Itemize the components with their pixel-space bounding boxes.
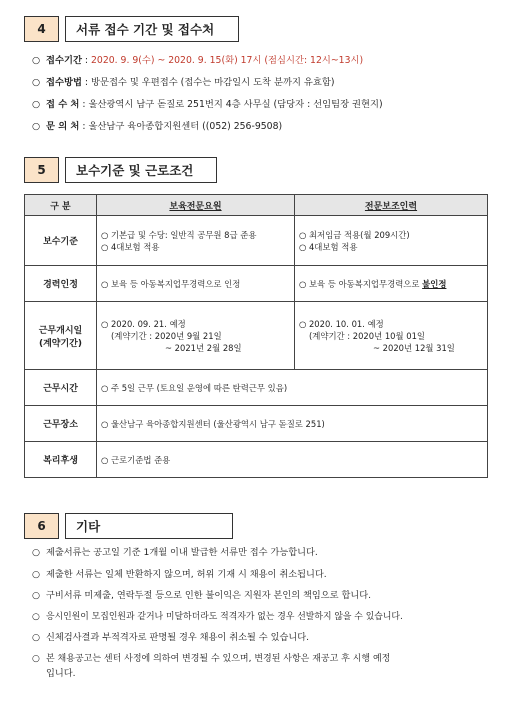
col-header-category: 구 분 [25,195,97,216]
section6-item-3: ○ 구비서류 미제출, 연락두절 등으로 인한 불이익은 지원자 본인의 책임으로 합니다. [32,590,372,601]
pay-a1: ○ 기본급 및 수당: 일반직 공무원 8급 준용 [101,229,257,240]
row-label-welfare: 복리후생 [25,442,97,478]
table-row-welfare [25,442,488,478]
section6-title: 기타 [65,513,233,539]
section6-item-6-cont: 입니다. [46,668,76,679]
section4-item-place: ○ 접 수 처 : 울산광역시 남구 돋질로 251번지 4층 사무실 (담당자 : 선임팀장 권현지) [32,99,383,110]
bullet-icon: ○ [32,121,41,132]
col-header-assistant-staff: 전문보조인력 [295,195,488,216]
section5-number: 5 [24,157,59,183]
section4-header [24,16,239,42]
section6-header [24,513,233,539]
start-b2: (계약기간 : 2020년 10월 01일 [309,330,425,341]
hours-text: ○ 주 5일 근무 (토요일 운영에 따른 탄력근무 있음) [101,382,288,393]
section6-item-1: ○ 제출서류는 공고일 기준 1개월 이내 발급한 서류만 접수 가능합니다. [32,547,318,558]
start-a1: ○ 2020. 09. 21. 예정 [101,318,186,329]
section6-item-5: ○ 신체검사결과 부적격자로 판명될 경우 채용이 취소될 수 있습니다. [32,632,309,643]
row-label-start: 근무개시일 (계약기간) [25,302,97,370]
career-a1: ○ 보육 등 아동복지업무경력으로 인정 [101,278,241,289]
table-row-place [25,406,488,442]
start-a2: (계약기간 : 2020년 9월 21일 [111,330,222,341]
section6-item-6: ○ 본 채용공고는 센터 사정에 의하여 변경될 수 있으며, 변경된 사항은 재공고 후 시행 예정 [32,654,391,664]
section6-item-4: ○ 응시인원이 모집인원과 같거나 미달하더라도 적격자가 없는 경우 선발하지 않을 수 있습니다. [32,612,403,622]
pay-a2: ○ 4대보험 적용 [101,241,160,252]
bullet-icon: ○ [32,77,41,88]
table-row-hours [25,370,488,406]
conditions-table [24,194,488,478]
section4-item-period: ○ 접수기간 : 2020. 9. 9(수) ~ 2020. 9. 15(화) 17시 (점심시간: 12시~13시) [32,55,364,66]
table-row-start [25,302,488,370]
section6-item-2: ○ 제출한 서류는 일체 반환하지 않으며, 허위 기재 시 채용이 취소됩니다. [32,569,327,580]
section4-item-method: ○ 접수방법 : 방문접수 및 우편접수 (접수는 마감일시 도착 분까지 유효함) [32,77,335,88]
row-label-pay: 보수기준 [25,216,97,266]
section5-title: 보수기준 및 근로조건 [65,157,217,183]
table-row-pay [25,216,488,266]
section5-header [24,157,217,183]
welfare-text: ○ 근로기준법 준용 [101,454,171,465]
pay-b1: ○ 최저임금 적용(월 209시간) [299,229,410,240]
bullet-icon: ○ [32,99,41,110]
section6-number: 6 [24,513,59,539]
start-a3: ~ 2021년 2월 28일 [165,342,242,353]
bullet-icon: ○ [32,55,41,66]
section4-item-contact: ○ 문 의 처 : 울산남구 육아종합지원센터 ((052) 256-9508) [32,121,283,132]
start-b1: ○ 2020. 10. 01. 예정 [299,318,384,329]
place-text: ○ 울산남구 육아종합지원센터 (울산광역시 남구 돋질로 251) [101,418,325,429]
table-header-row [25,195,488,216]
start-b3: ~ 2020년 12월 31일 [373,342,455,353]
pay-b2: ○ 4대보험 적용 [299,241,358,252]
col-header-childcare-staff: 보육전문요원 [97,195,295,216]
section4-number: 4 [24,16,59,42]
section4-title: 서류 접수 기간 및 접수처 [65,16,239,42]
row-label-career: 경력인정 [25,266,97,302]
table-row-career [25,266,488,302]
row-label-place: 근무장소 [25,406,97,442]
career-b1: ○ 보육 등 아동복지업무경력으로 불인정 [299,278,447,289]
row-label-hours: 근무시간 [25,370,97,406]
